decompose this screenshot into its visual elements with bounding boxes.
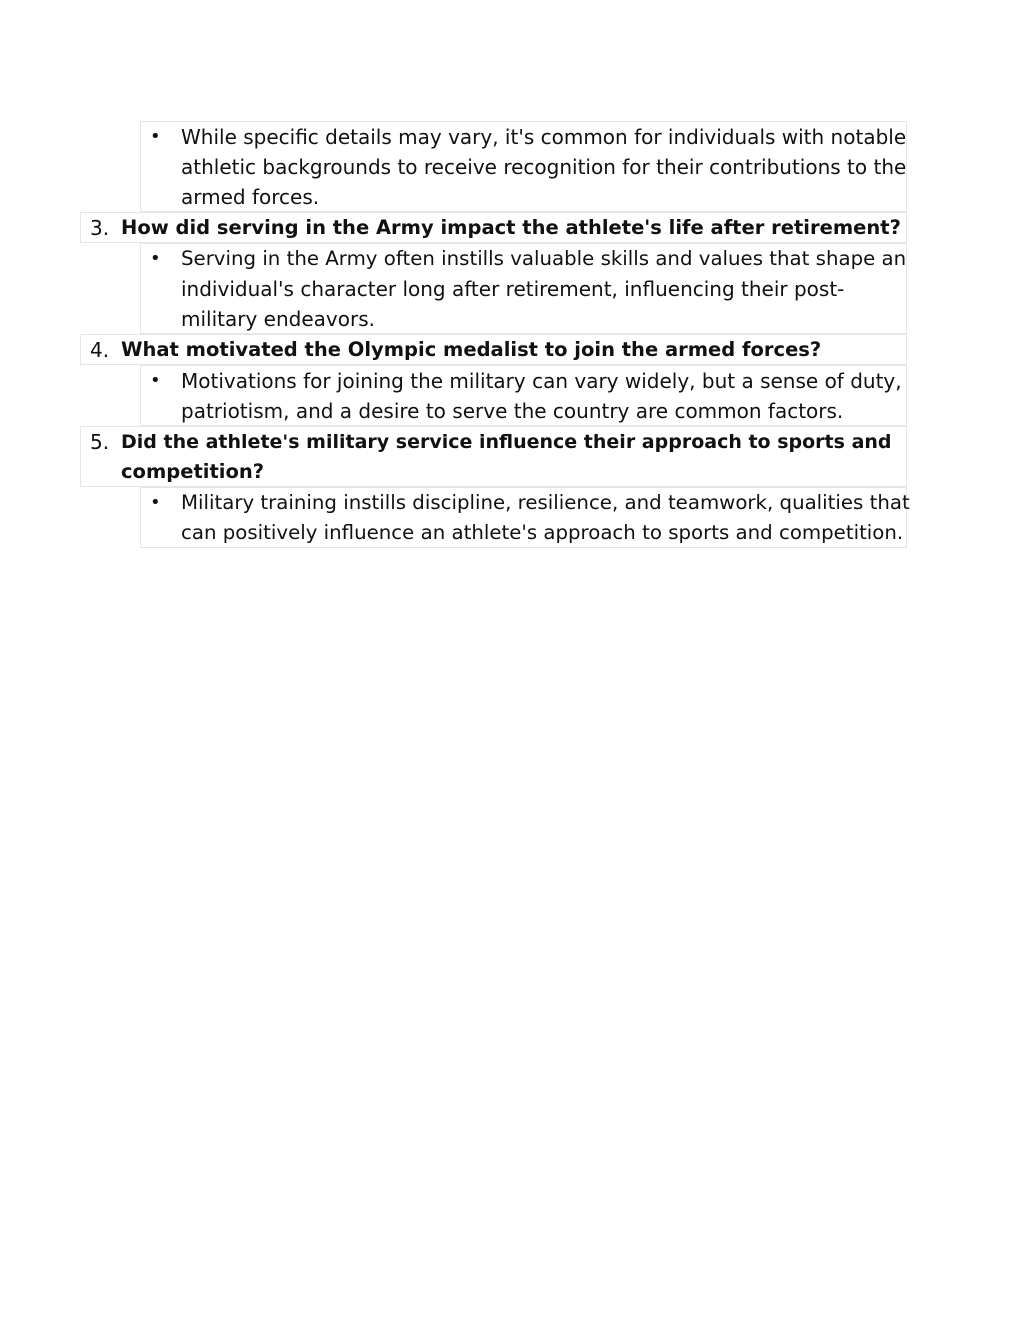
answer-line: military endeavors. — [181, 307, 375, 331]
question-row — [80, 334, 907, 365]
answer-row — [140, 365, 907, 426]
question-text — [121, 213, 901, 243]
answer-row — [140, 487, 910, 548]
answer-line: patriotism, and a desire to serve the country are common factors. — [181, 399, 844, 423]
answer-line: Military training instills discipline, resilience, and teamwork, qualities that — [181, 491, 910, 514]
answer-row — [140, 243, 907, 334]
answer-text — [181, 244, 911, 334]
question-line: competition? — [121, 460, 265, 483]
answer-line: can positively influence an athlete's approach to sports and competition. — [181, 521, 904, 544]
question-number: 4. — [90, 338, 110, 362]
bullet-icon: • — [150, 126, 161, 147]
answer-text — [181, 366, 911, 426]
question-number: 5. — [90, 430, 110, 454]
answer-line: armed forces. — [181, 185, 320, 209]
question-line: How did serving in the Army impact the athlete's life after retirement? — [121, 216, 901, 239]
answer-line: While specific details may vary, it's common for individuals with notable — [181, 125, 907, 149]
bullet-icon: • — [150, 370, 161, 391]
question-row — [80, 212, 907, 243]
answer-line: Motivations for joining the military can vary widely, but a sense of duty, — [181, 369, 902, 393]
question-line: What motivated the Olympic medalist to join the armed forces? — [121, 338, 822, 361]
answer-text — [181, 488, 911, 548]
answer-row — [140, 121, 907, 212]
question-row — [80, 426, 907, 487]
answer-line: individual's character long after retirement, influencing their post- — [181, 277, 845, 301]
question-line: Did the athlete's military service influence their approach to sports and — [121, 431, 892, 453]
bullet-icon: • — [150, 248, 161, 269]
bullet-icon: • — [150, 492, 161, 513]
question-number: 3. — [90, 216, 110, 240]
answer-text — [181, 122, 911, 212]
question-text — [121, 427, 901, 487]
question-text — [121, 335, 901, 365]
answer-line: Serving in the Army often instills valuable skills and values that shape an — [181, 247, 907, 270]
answer-line: athletic backgrounds to receive recognition for their contributions to the — [181, 155, 907, 179]
